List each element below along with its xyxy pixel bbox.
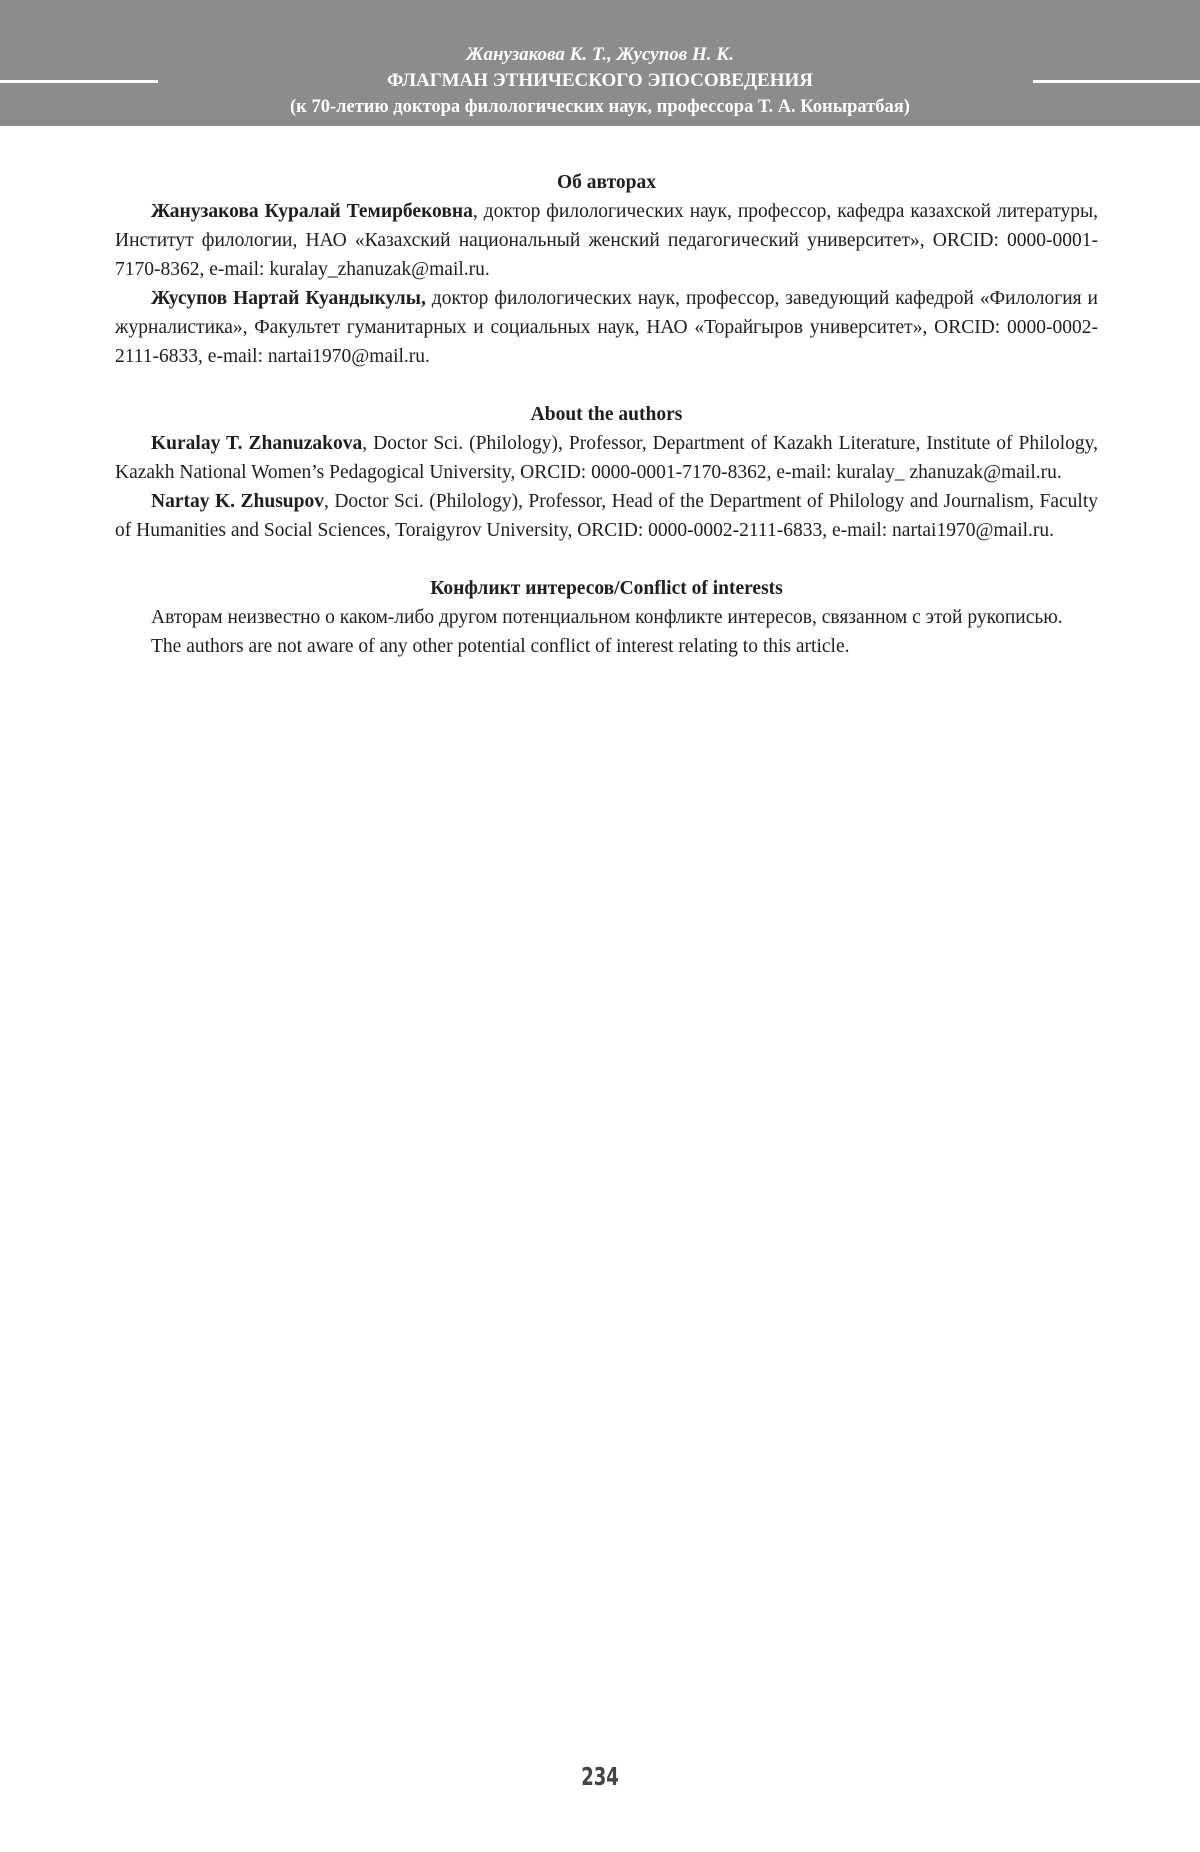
running-header <box>0 0 1200 126</box>
author-entry-ru <box>115 197 1098 284</box>
author-details: , Doctor Sci. (Philology), Professor, Department of Kazakh Literature, Institute of Philology, Kazakh National Women’s Pedagogical University, ORCID: 0000-0001-7170-8362, e-mail: kuralay_ zhanuzak@mail.ru. <box>115 433 1098 483</box>
about-authors-ru-section <box>115 168 1098 371</box>
page-number: 234 <box>581 1762 619 1791</box>
header-authors: Жанузакова К. Т., Жусупов Н. К. <box>466 44 734 65</box>
about-authors-ru-title: Об авторах <box>556 172 656 193</box>
header-title: ФЛАГМАН ЭТНИЧЕСКОГО ЭПОСОВЕДЕНИЯ <box>386 70 813 91</box>
conflict-of-interests-section <box>115 574 1098 661</box>
author-name: Kuralay T. Zhanuzakova <box>151 433 363 454</box>
author-details: , доктор филологических наук, профессор, кафедра казахской литературы, Институт филологии, НАО «Казахский национальный женский педагогический университет», ORCID: 0000-0001-7170-8362, e-mail: kuralay_zhanuzak@mail.ru. <box>115 201 1098 280</box>
conflict-title: Конфликт интересов/Conflict of interests <box>430 578 783 599</box>
page-content <box>115 168 1098 690</box>
author-name: Nartay K. Zhusupov <box>151 491 324 512</box>
conflict-statement-ru: Авторам неизвестно о каком-либо другом потенциальном конфликте интересов, связанном с этой рукописью. <box>151 607 1063 628</box>
conflict-statement-en: The authors are not aware of any other potential conflict of interest relating to this article. <box>151 636 850 657</box>
about-authors-en-section <box>115 400 1098 545</box>
author-entry-en <box>115 487 1098 545</box>
author-details: доктор филологических наук, профессор, заведующий кафедрой «Филология и журналистика», Факультет гуманитарных и социальных наук, НАО «Торайгыров университет», ORCID: 0000-0002-2111-6833, e-mail: nartai1970@mail.ru. <box>115 288 1098 367</box>
header-subtitle: (к 70-летию доктора филологических наук, профессора Т. А. Коныратбая) <box>290 97 910 117</box>
author-name: Жанузакова Куралай Темирбековна <box>151 201 473 222</box>
author-name: Жусупов Нартай Куандыкулы, <box>151 288 426 309</box>
about-authors-en-title: About the authors <box>530 404 683 425</box>
author-details: , Doctor Sci. (Philology), Professor, Head of the Department of Philology and Journalism, Faculty of Humanities and Social Sciences, Toraigyrov University, ORCID: 0000-0002-2111-6833, e-mail: nartai1970@mail.ru. <box>115 491 1098 541</box>
author-entry-ru <box>115 284 1098 371</box>
author-entry-en <box>115 429 1098 487</box>
